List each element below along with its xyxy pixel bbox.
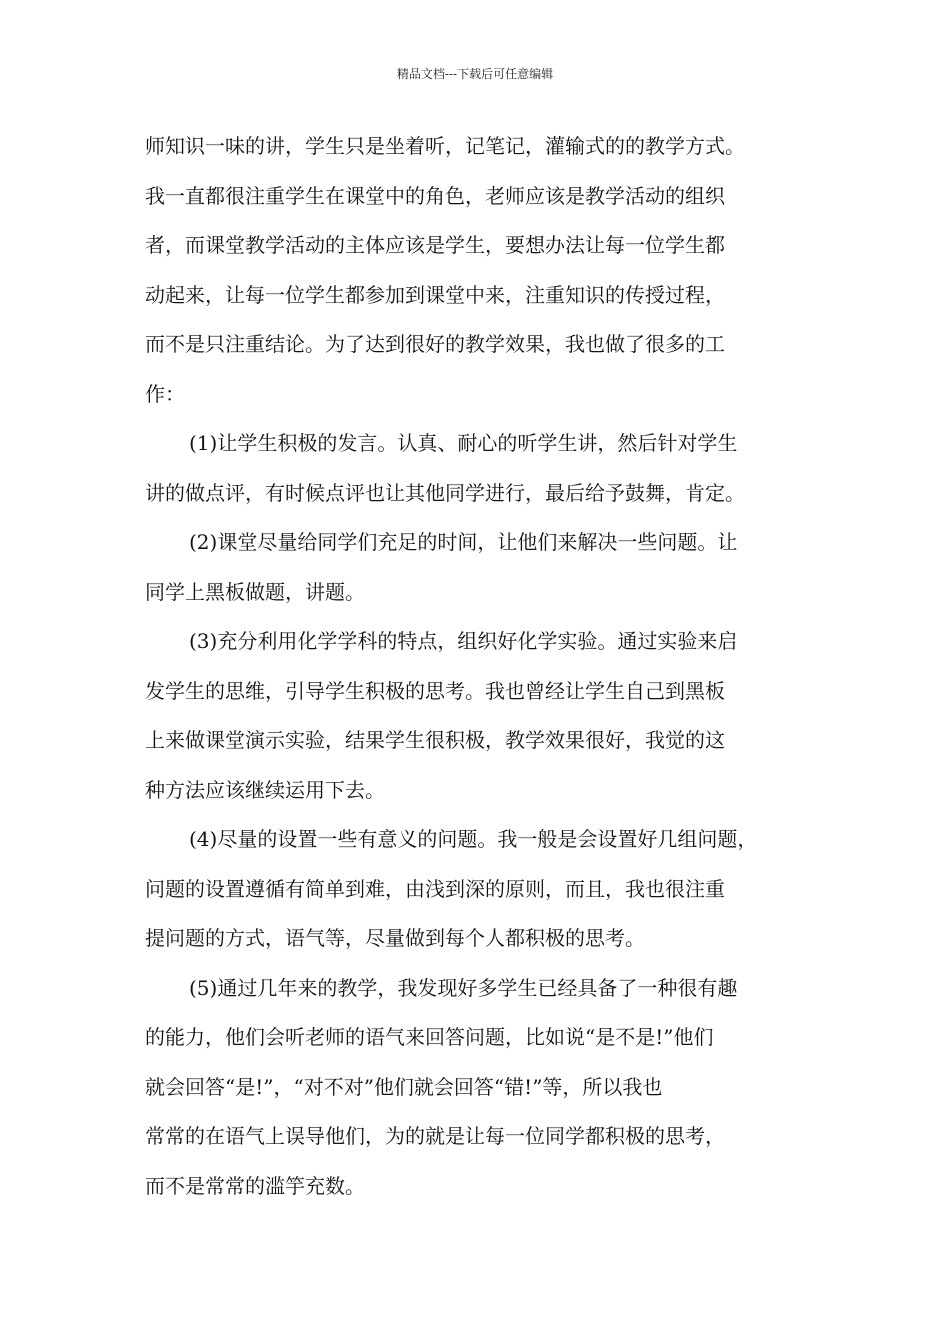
text-line: 师知识一味的讲，学生只是坐着听，记笔记，灌输式的的教学方式。 bbox=[145, 134, 745, 158]
text-line: 动起来，让每一位学生都参加到课堂中来，注重知识的传授过程， bbox=[145, 282, 725, 307]
text-line: 上来做课堂演示实验，结果学生很积极，教学效果很好，我觉的这 bbox=[145, 728, 725, 752]
text-line: 者，而课堂教学活动的主体应该是学生，要想办法让每一位学生都 bbox=[145, 233, 725, 257]
paragraph-2-start: (2)课堂尽量给同学们充足的时间，让他们来解决一些问题。让 bbox=[189, 530, 738, 554]
text-line: 种方法应该继续运用下去。 bbox=[145, 777, 385, 802]
text-line: 就会回答“是!”，“对不对”他们就会回答“错!”等，所以我也 bbox=[145, 1074, 663, 1099]
text-line: 同学上黑板做题，讲题。 bbox=[145, 579, 365, 604]
text-line: 的能力，他们会听老师的语气来回答问题，比如说“是不是!”他们 bbox=[145, 1025, 714, 1049]
text-line: 常常的在语气上误导他们，为的就是让每一位同学都积极的思考， bbox=[145, 1124, 725, 1148]
text-line: 讲的做点评，有时候点评也让其他同学进行，最后给予鼓舞，肯定。 bbox=[145, 480, 745, 505]
text-line: 作： bbox=[145, 381, 185, 406]
paragraph-5-start: (5)通过几年来的教学，我发现好多学生已经具备了一种很有趣 bbox=[189, 975, 738, 1000]
text-line: 提问题的方式，语气等，尽量做到每个人都积极的思考。 bbox=[145, 926, 645, 950]
text-line: 我一直都很注重学生在课堂中的角色，老师应该是教学活动的组织 bbox=[145, 183, 725, 208]
text-line: 而不是常常的滥竽充数。 bbox=[145, 1173, 365, 1198]
paragraph-1-start: (1)让学生积极的发言。认真、耐心的听学生讲，然后针对学生 bbox=[189, 431, 738, 455]
document-body bbox=[145, 128, 835, 1217]
paragraph-4-start: (4)尽量的设置一些有意义的问题。我一般是会设置好几组问题， bbox=[189, 827, 758, 851]
text-line: 问题的设置遵循有简单到难，由浅到深的原则，而且，我也很注重 bbox=[145, 876, 725, 901]
text-line: 而不是只注重结论。为了达到很好的教学效果，我也做了很多的工 bbox=[145, 332, 725, 356]
paragraph-3-start: (3)充分利用化学学科的特点，组织好化学实验。通过实验来启 bbox=[189, 629, 738, 653]
text-line: 发学生的思维，引导学生积极的思考。我也曾经让学生自己到黑板 bbox=[145, 678, 725, 703]
page-header: 精品文档---下载后可任意编辑 bbox=[396, 67, 554, 81]
